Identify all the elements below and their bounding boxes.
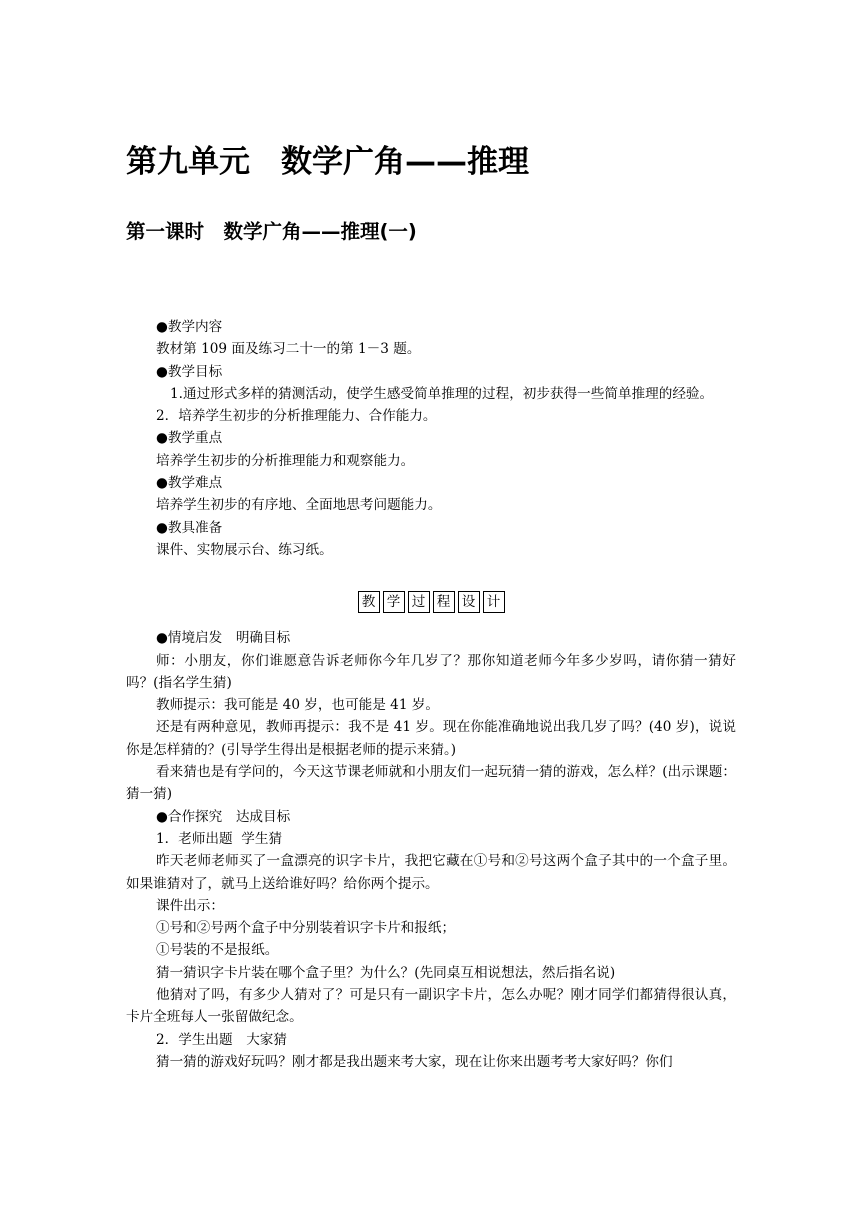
goal-item: 2．培养学生初步的分析推理能力、合作能力。 [156,408,437,425]
section-heading-explore: ●合作探究 达成目标 [156,808,291,825]
design-box-char: 计 [483,591,505,613]
difficulty-text: 培养学生初步的有序地、全面地思考问题能力。 [156,497,442,514]
paragraph: 还是有两种意见，教师再提示：我不是 41 岁。现在你能准确地说出我几岁了吗？(40 岁)，说说你是怎样猜的？(引导学生得出是根据老师的提示来猜。) [126,719,736,758]
design-box-char: 学 [383,591,405,613]
step-heading: 1．老师出题 学生猜 [156,830,283,847]
paragraph: 猜一猜的游戏好玩吗？刚才都是我出题来考大家，现在让你来出题考考大家好吗？你们 [156,1053,673,1070]
key-text: 培养学生初步的分析推理能力和观察能力。 [156,452,415,469]
paragraph: 他猜对了吗，有多少人猜对了？可是只有一副识字卡片，怎么办呢？刚才同学们都猜得很认真，卡片全班每人一张留做纪念。 [126,987,736,1026]
section-heading-goals: ●教学目标 [156,363,223,380]
prep-text: 课件、实物展示台、练习纸。 [156,541,333,558]
design-box-char: 设 [458,591,480,613]
content-text: 教材第 109 面及练习二十一的第 1－3 题。 [156,341,421,358]
paragraph: 昨天老师老师买了一盒漂亮的识字卡片，我把它藏在①号和②号这两个盒子其中的一个盒子里。如果谁猜对了，就马上送给谁好吗？给你两个提示。 [126,853,736,892]
section-heading-scene: ●情境启发 明确目标 [156,630,291,647]
design-box-char: 过 [408,591,430,613]
paragraph: 看来猜也是有学问的，今天这节课老师就和小朋友们一起玩猜一猜的游戏，怎么样？(出示课题：猜一猜) [126,764,736,803]
paragraph: ①号装的不是报纸。 [156,942,279,959]
section-heading-content: ●教学内容 [156,319,223,335]
step-heading: 2．学生出题 大家猜 [156,1031,287,1048]
paragraph: ①号和②号两个盒子中分别装着识字卡片和报纸； [156,920,456,937]
document-body [126,316,736,1073]
section-heading-difficulty: ●教学难点 [156,475,223,492]
lesson-title: 第一课时 数学广角——推理(一) [126,220,417,243]
unit-title: 第九单元 数学广角——推理 [126,144,529,180]
section-heading-key: ●教学重点 [156,430,223,447]
design-box-heading [126,591,736,615]
section-heading-prep: ●教具准备 [156,519,223,536]
paragraph: 教师提示：我可能是 40 岁，也可能是 41 岁。 [156,697,439,714]
paragraph: 课件出示： [156,897,224,914]
design-box-char: 教 [358,591,380,613]
design-box-char: 程 [433,591,455,613]
goal-item: 1.通过形式多样的猜测活动，使学生感受简单推理的过程，初步获得一些简单推理的经验。 [170,385,714,402]
paragraph: 师：小朋友，你们谁愿意告诉老师你今年几岁了？那你知道老师今年多少岁吗，请你猜一猜好吗？(指名学生猜) [126,652,736,691]
paragraph: 猜一猜识字卡片装在哪个盒子里？为什么？(先同桌互相说想法，然后指名说) [156,964,616,981]
